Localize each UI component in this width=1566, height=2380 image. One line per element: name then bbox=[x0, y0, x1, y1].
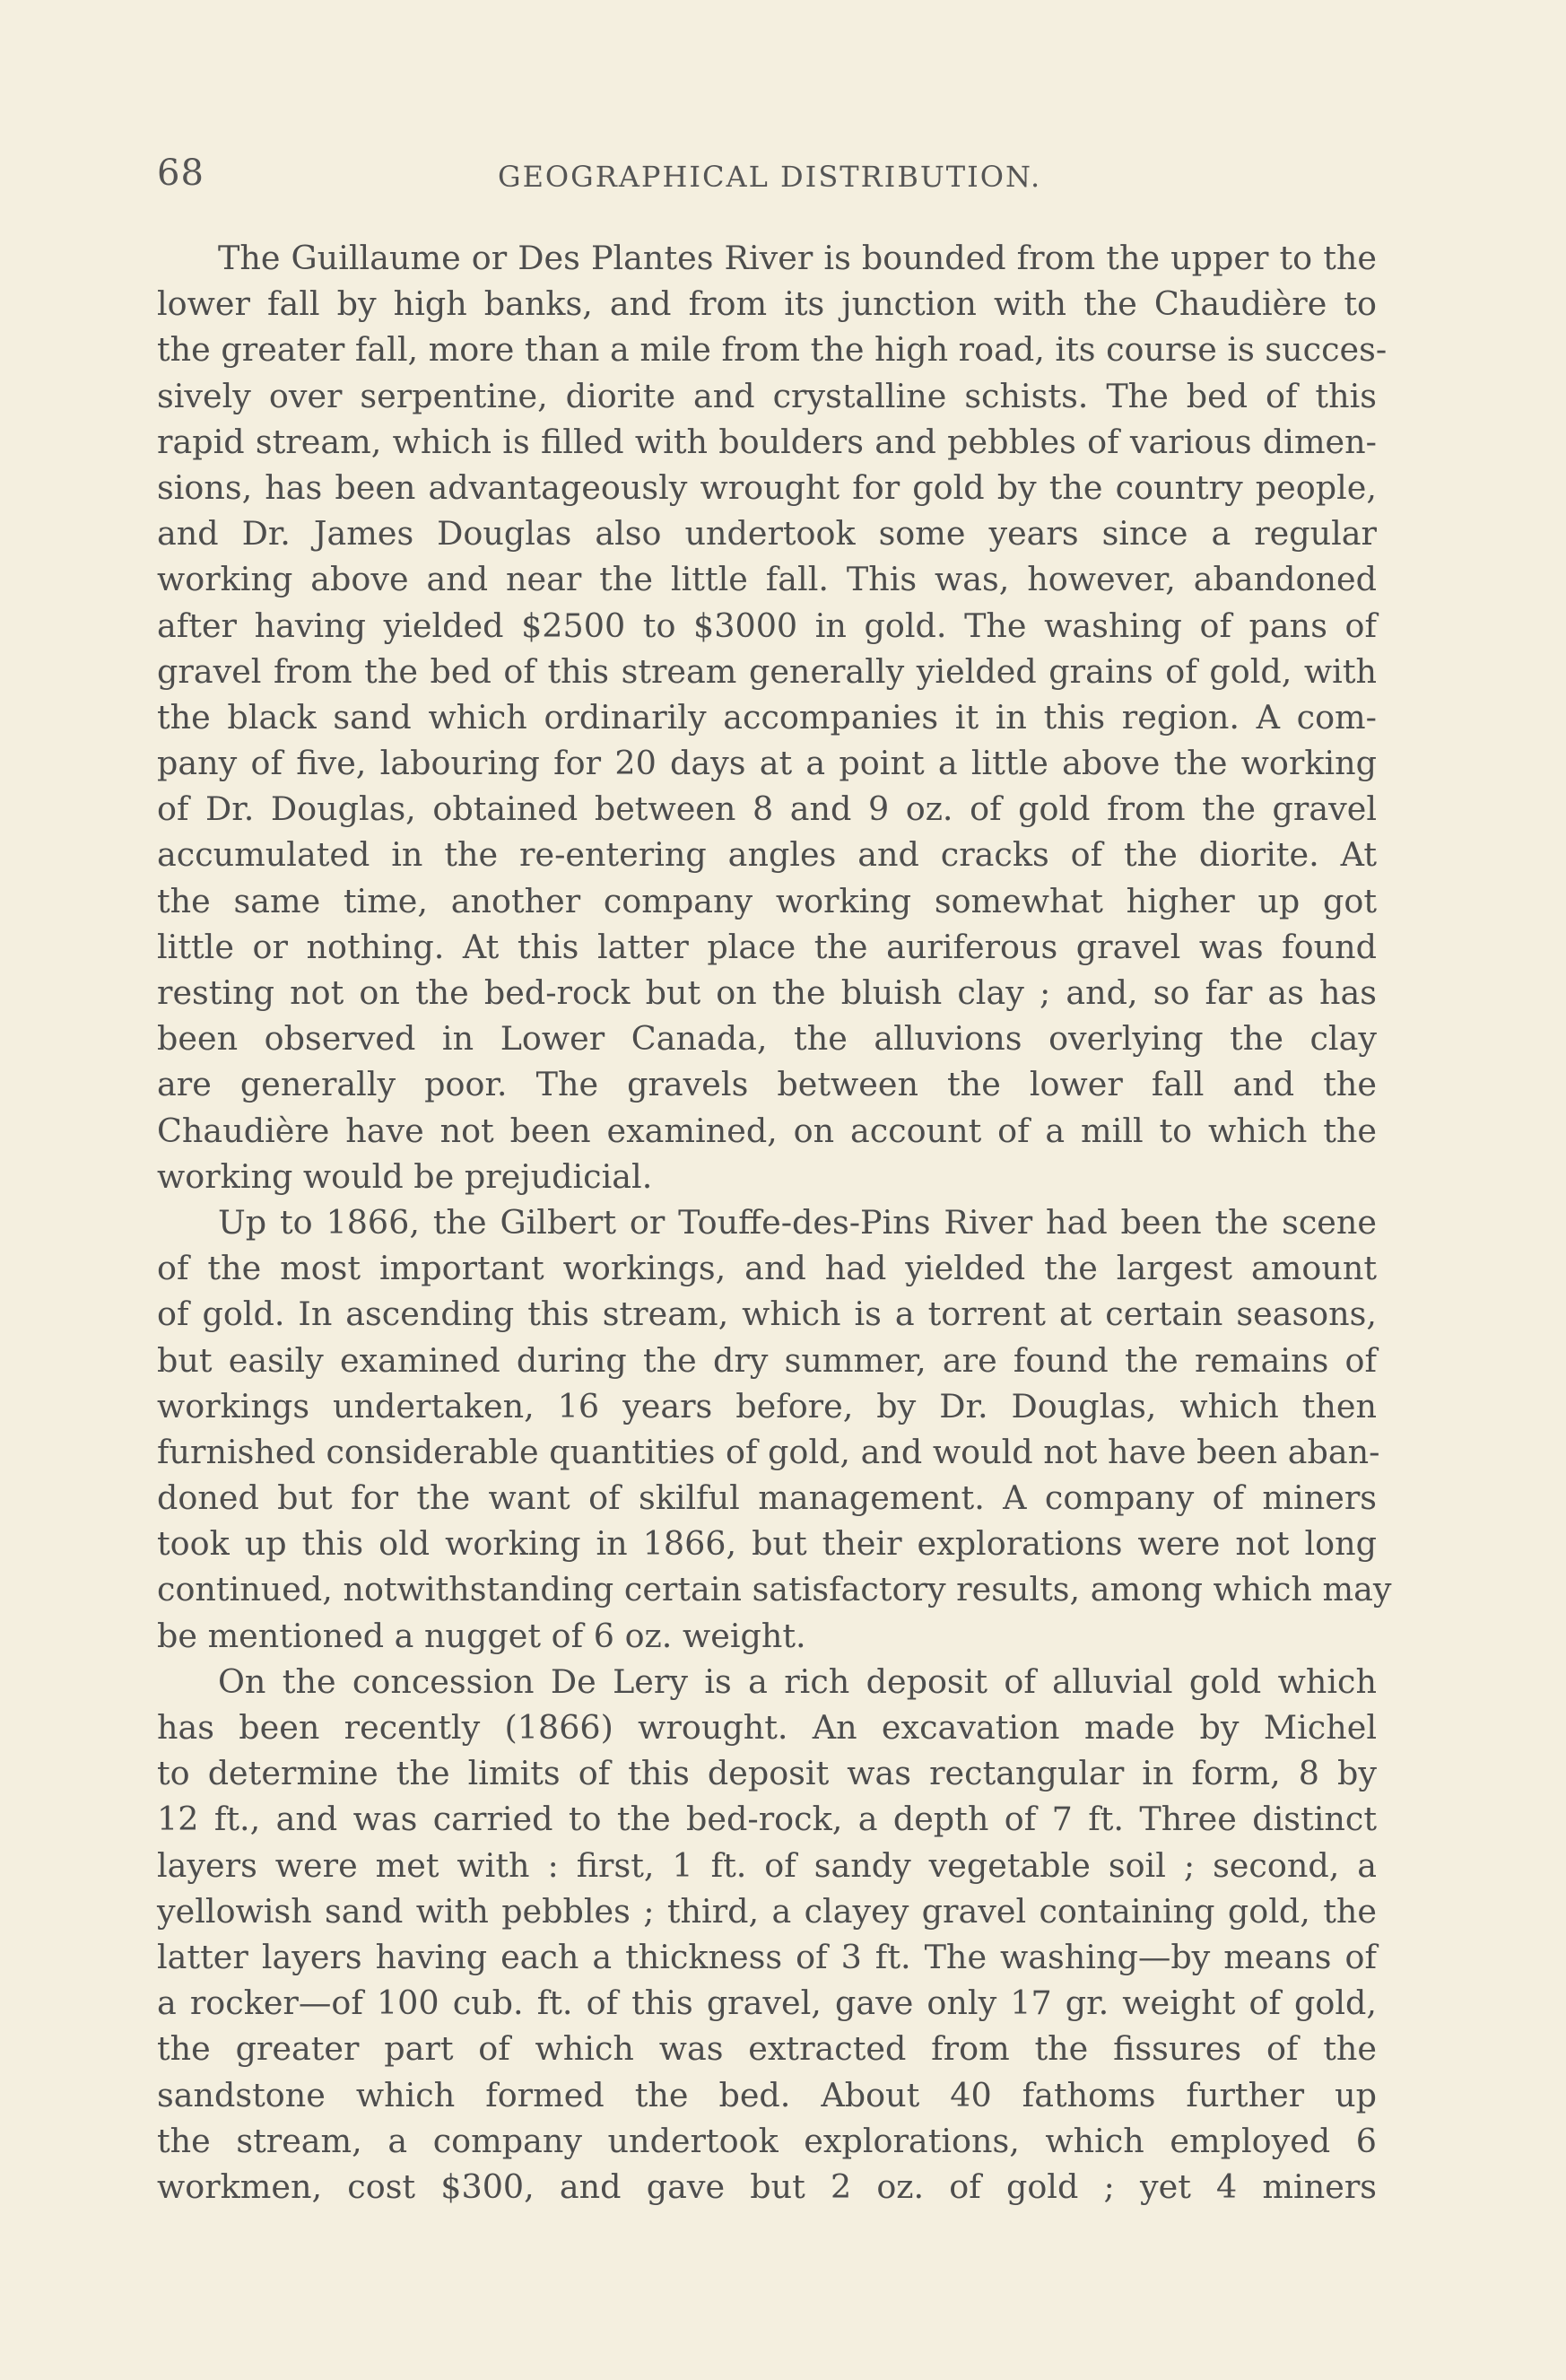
text-line: Chaudière have not been examined, on account of a mill to which the bbox=[157, 1111, 1377, 1150]
text-line: yellowish sand with pebbles ; third, a clayey gravel containing gold, the bbox=[157, 1891, 1377, 1931]
text-line: layers were met with : first, 1 ft. of sandy vegetable soil ; second, a bbox=[157, 1845, 1377, 1885]
text-line: little or nothing. At this latter place the auriferous gravel was found bbox=[157, 927, 1377, 966]
text-line: of the most important workings, and had yielded the largest amount bbox=[157, 1249, 1377, 1288]
text-line: the greater part of which was extracted from the fissures of the bbox=[157, 2029, 1377, 2069]
text-line: sandstone which formed the bed. About 40 fathoms further up bbox=[157, 2075, 1377, 2114]
text-line: after having yielded $2500 to $3000 in gold. The washing of pans of bbox=[157, 606, 1377, 645]
page-header bbox=[157, 153, 1377, 206]
text-line: the black sand which ordinarily accompanies it in this region. A com- bbox=[157, 697, 1377, 737]
text-line: sively over serpentine, diorite and crystalline schists. The bed of this bbox=[157, 376, 1377, 415]
text-line: working above and near the little fall. This was, however, abandoned bbox=[157, 560, 1377, 599]
running-title: GEOGRAPHICAL DISTRIBUTION. bbox=[498, 160, 1042, 194]
text-line: be mentioned a nugget of 6 oz. weight. bbox=[157, 1616, 806, 1655]
text-line: the stream, a company undertook explorations, which employed 6 bbox=[157, 2121, 1377, 2160]
text-line: of gold. In ascending this stream, which is a torrent at certain seasons, bbox=[157, 1295, 1377, 1334]
paragraph bbox=[157, 1199, 1392, 1659]
text-line: 12 ft., and was carried to the bed-rock, a depth of 7 ft. Three distinct bbox=[157, 1800, 1377, 1839]
text-line: rapid stream, which is filled with boulders and pebbles of various dimen- bbox=[157, 422, 1377, 461]
text-line: and Dr. James Douglas also undertook some years since a regular bbox=[157, 514, 1377, 554]
text-line: took up this old working in 1866, but their explorations were not long bbox=[157, 1524, 1377, 1564]
text-line: sions, has been advantageously wrought for gold by the country people, bbox=[157, 467, 1377, 507]
text-line: the greater fall, more than a mile from the high road, its course is succes- bbox=[157, 330, 1388, 370]
text-line: are generally poor. The gravels between the lower fall and the bbox=[157, 1065, 1377, 1104]
body-text bbox=[157, 235, 1392, 2210]
text-line: been observed in Lower Canada, the alluvions overlying the clay bbox=[157, 1019, 1377, 1059]
text-line: pany of five, labouring for 20 days at a point a little above the working bbox=[157, 744, 1377, 783]
text-line: accumulated in the re-entering angles and cracks of the diorite. At bbox=[157, 835, 1377, 875]
page-number: 68 bbox=[157, 153, 204, 194]
text-line: doned but for the want of skilful management. A company of miners bbox=[157, 1478, 1377, 1518]
text-line: lower fall by high banks, and from its junction with the Chaudière to bbox=[157, 284, 1377, 324]
text-line: On the concession De Lery is a rich deposit of alluvial gold which bbox=[218, 1661, 1377, 1701]
text-line: Up to 1866, the Gilbert or Touffe-des-Pins River had been the scene bbox=[218, 1202, 1377, 1242]
paragraph bbox=[157, 1659, 1377, 2210]
text-line: workmen, cost $300, and gave but 2 oz. of gold ; yet 4 miners bbox=[157, 2166, 1377, 2206]
paragraph bbox=[157, 235, 1388, 1199]
text-line: the same time, another company working somewhat higher up got bbox=[157, 881, 1377, 920]
text-line: The Guillaume or Des Plantes River is bounded from the upper to the bbox=[218, 239, 1377, 277]
text-line: workings undertaken, 16 years before, by Dr. Douglas, which then bbox=[157, 1386, 1377, 1425]
text-line: latter layers having each a thickness of 3 ft. The washing—by means of bbox=[157, 1937, 1377, 1976]
text-line: but easily examined during the dry summer, are found the remains of bbox=[157, 1340, 1377, 1380]
text-line: continued, notwithstanding certain satisfactory results, among which may bbox=[157, 1570, 1392, 1609]
text-line: furnished considerable quantities of gold, and would not have been aban- bbox=[157, 1432, 1380, 1471]
text-line: working would be prejudicial. bbox=[157, 1156, 653, 1196]
text-line: resting not on the bed-rock but on the bluish clay ; and, so far as has bbox=[157, 973, 1377, 1012]
text-line: has been recently (1866) wrought. An excavation made by Michel bbox=[157, 1708, 1377, 1747]
text-line: of Dr. Douglas, obtained between 8 and 9 oz. of gold from the gravel bbox=[157, 789, 1377, 829]
text-line: to determine the limits of this deposit was rectangular in form, 8 by bbox=[157, 1754, 1377, 1793]
text-line: a rocker—of 100 cub. ft. of this gravel, gave only 17 gr. weight of gold, bbox=[157, 1983, 1377, 2023]
text-line: gravel from the bed of this stream generally yielded grains of gold, with bbox=[157, 651, 1377, 691]
